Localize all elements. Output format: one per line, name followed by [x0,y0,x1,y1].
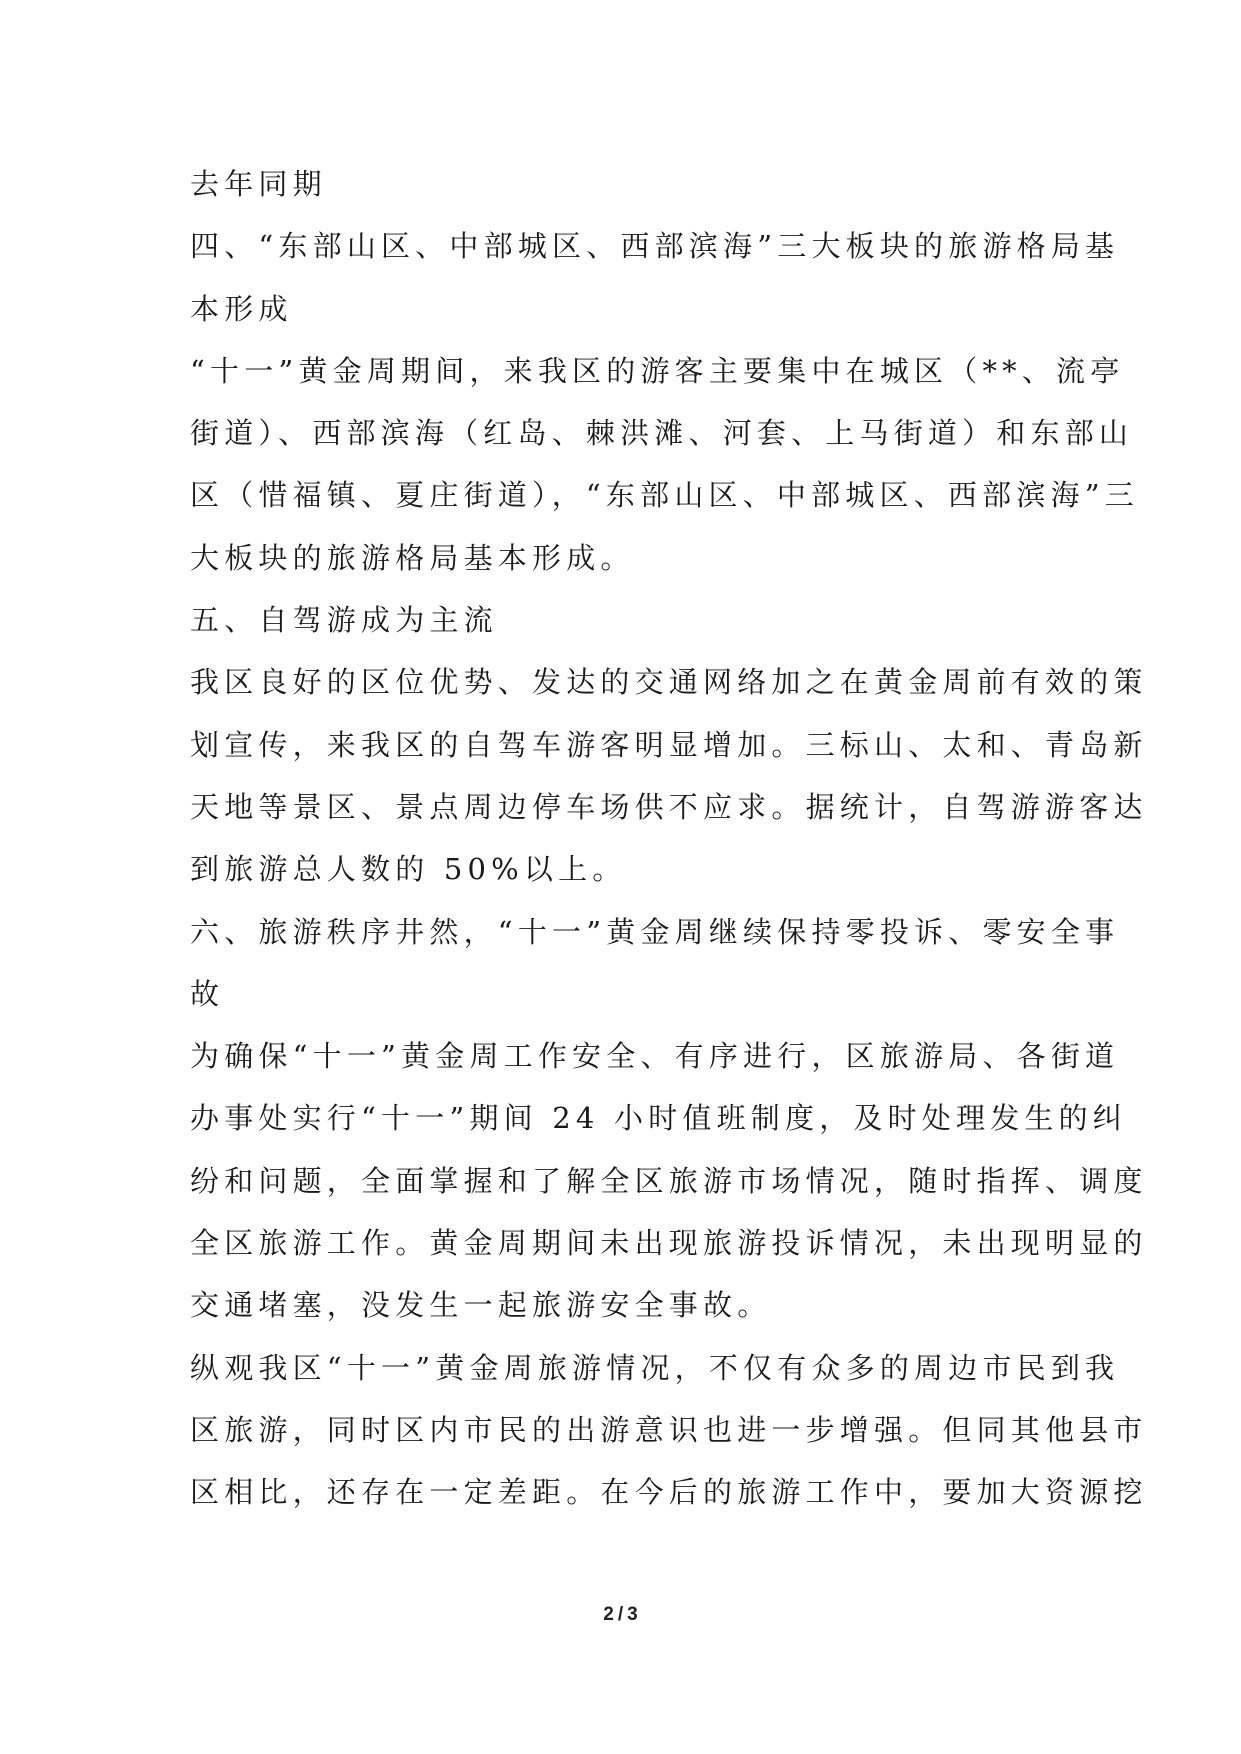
section-heading-line: 四、“东部山区、中部城区、西部滨海”三大板块的旅游格局基 [190,229,1120,264]
text-line: 全区旅游工作。黄金周期间未出现旅游投诉情况，未出现明显的 [190,1226,1148,1261]
section-heading-line: 故 [190,976,225,1011]
text-line: 天地等景区、景点周边停车场供不应求。据统计，自驾游游客达 [190,789,1148,824]
page-separator: / [617,1604,624,1625]
section-heading-line: 本形成 [190,291,293,326]
text-line: 到旅游总人数的 50%以上。 [190,852,627,887]
text-line: 纵观我区“十一”黄金周旅游情况，不仅有众多的周边市民到我 [190,1350,1120,1385]
total-pages: 3 [627,1604,638,1625]
text-line: 去年同期 [190,167,327,201]
text-line: 划宣传，来我区的自驾车游客明显增加。三标山、太和、青岛新 [190,727,1148,762]
text-line: 纷和问题，全面掌握和了解全区旅游市场情况，随时指挥、调度 [190,1163,1148,1198]
text-line: 我区良好的区位优势、发达的交通网络加之在黄金周前有效的策 [190,665,1148,700]
text-line: 街道）、西部滨海（红岛、棘洪滩、河套、上马街道）和东部山 [190,416,1134,451]
text-line: 为确保“十一”黄金周工作安全、有序进行，区旅游局、各街道 [190,1039,1120,1074]
text-line: 区相比，还存在一定差距。在今后的旅游工作中，要加大资源挖 [190,1475,1148,1510]
text-line: 交通堵塞，没发生一起旅游安全事故。 [190,1288,772,1323]
document-body [190,153,1148,1524]
text-line: 区（惜福镇、夏庄街道），“东部山区、中部城区、西部滨海”三 [190,478,1139,513]
section-heading-line: 六、旅游秩序井然，“十一”黄金周继续保持零投诉、零安全事 [190,914,1120,949]
text-line: 大板块的旅游格局基本形成。 [190,540,635,575]
text-line: 办事处实行“十一”期间 24 小时值班制度，及时处理发生的纠 [190,1101,1127,1136]
section-heading-line: 五、自驾游成为主流 [190,603,498,638]
page-footer [0,1604,1241,1626]
page-number: 2 [603,1604,614,1625]
text-line: “十一”黄金周期间，来我区的游客主要集中在城区（**、流亭 [190,353,1125,388]
text-line: 区旅游，同时区内市民的出游意识也进一步增强。但同其他县市 [190,1412,1148,1447]
